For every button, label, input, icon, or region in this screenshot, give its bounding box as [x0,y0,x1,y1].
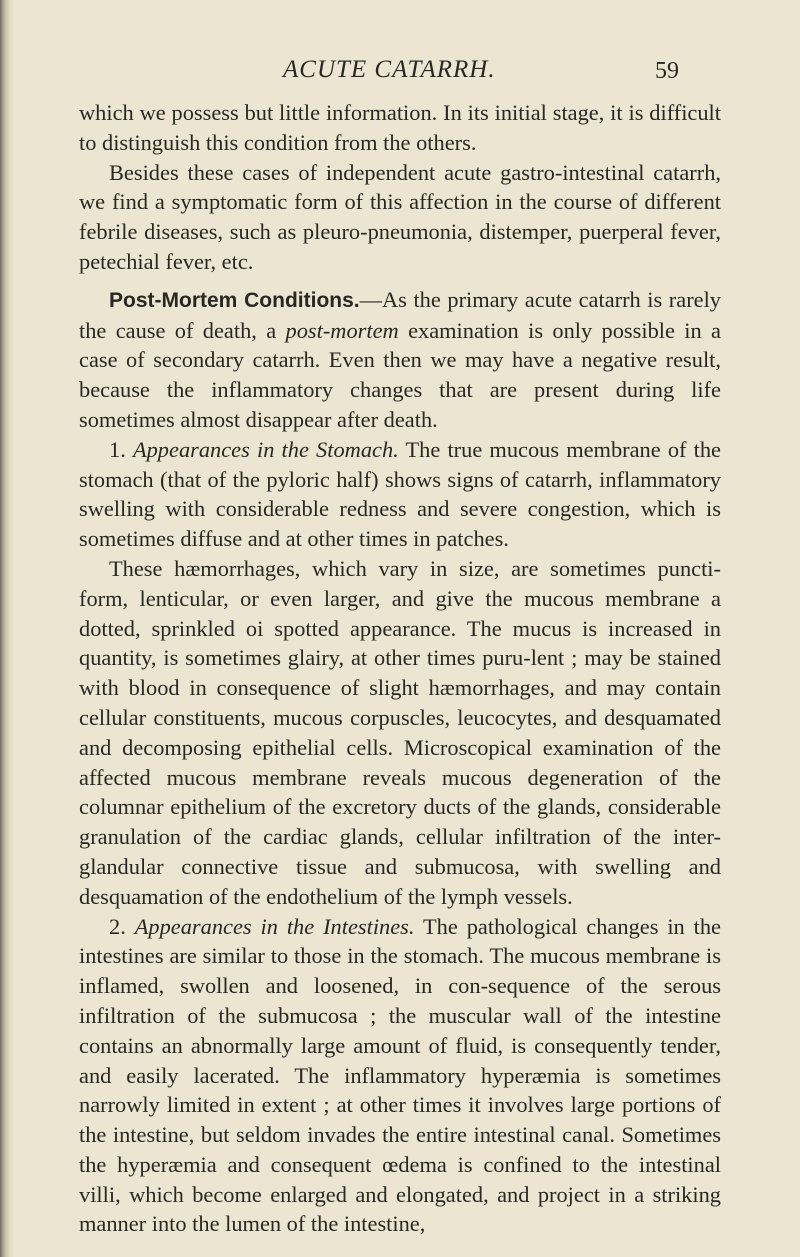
item-number: 2. [109,913,135,939]
section-heading: Post-Mortem Conditions. [109,288,360,312]
paragraph-intestines [79,912,721,1240]
body-text [79,98,721,1239]
intestines-text: The pathological changes in the intestines are similar to those in the stomach. The mucous membrane is inflamed, swollen and loosened, in con-sequence of the serous infiltration of the submucosa ; the muscular wall of the intestine contains an abnormally large amount of fluid, is consequently tender, and easily lacerated. The inflammatory hyperæmia is sometimes narrowly limited in extent ; at other times it involves large portions of the intestine, but seldom invades the entire intestinal canal. Sometimes the hyperæmia and consequent œdema is confined to the intestinal villi, which become enlarged and elongated, and project in a striking manner into the lumen of the intestine, [79,913,721,1237]
paragraph-post-mortem [79,285,721,435]
paragraph-haemorrhages: These hæmorrhages, which vary in size, are sometimes puncti-form, lenticular, or even larger, and give the mucous membrane a dotted, sprinkled oi spotted appearance. The mucus is increased in quantity, is sometimes glairy, at other times puru-lent ; may be stained with blood in consequence of slight hæmorrhages, and may contain cellular constituents, mucous corpuscles, leucocytes, and desquamated and decomposing epithelial cells. Microscopical examination of the affected mucous membrane reveals mucous degeneration of the columnar epithelium of the excretory ducts of the glands, considerable granulation of the cardiac glands, cellular infiltration of the inter-glandular connective tissue and submucosa, with swelling and desquamation of the endothelium of the lymph vessels. [79,555,721,909]
paragraph-continued: which we possess but little information. In its initial stage, it is difficult to distinguish this condition from the others. [79,100,721,155]
paragraph-symptomatic-form: Besides these cases of independent acute gastro-intestinal catarrh, we find a symptomatic form of this affection in the course of different febrile diseases, such as pleuro-pneumonia, distemper, puerperal fever, petechial fever, etc. [79,159,721,274]
paragraph-stomach [79,435,721,554]
page-header [0,56,800,96]
page-binding-edge [0,0,14,1257]
section-text-start: —As the primary acute catarrh is rarely the cause of death, a [79,286,722,343]
section-text-end: examination is only possible in a case of secondary catarrh. Even then we may have a negative result, because the inflammatory changes that are present during life sometimes almost disappear after death. [79,317,721,432]
subheading-intestines: Appearances in the Intestines. [134,913,415,939]
running-head: ACUTE CATARRH. [283,56,496,83]
subheading-stomach: Appearances in the Stomach. [132,436,399,462]
page-number: 59 [655,58,679,84]
stomach-text: The true mucous membrane of the stomach (that of the pyloric half) shows signs of catarrh, inflammatory swelling with considerable redness and severe congestion, which is sometimes diffuse and at other times in patches. [79,436,721,552]
section-text-emphasis: post-mortem [285,317,399,343]
item-number: 1. [109,436,133,462]
